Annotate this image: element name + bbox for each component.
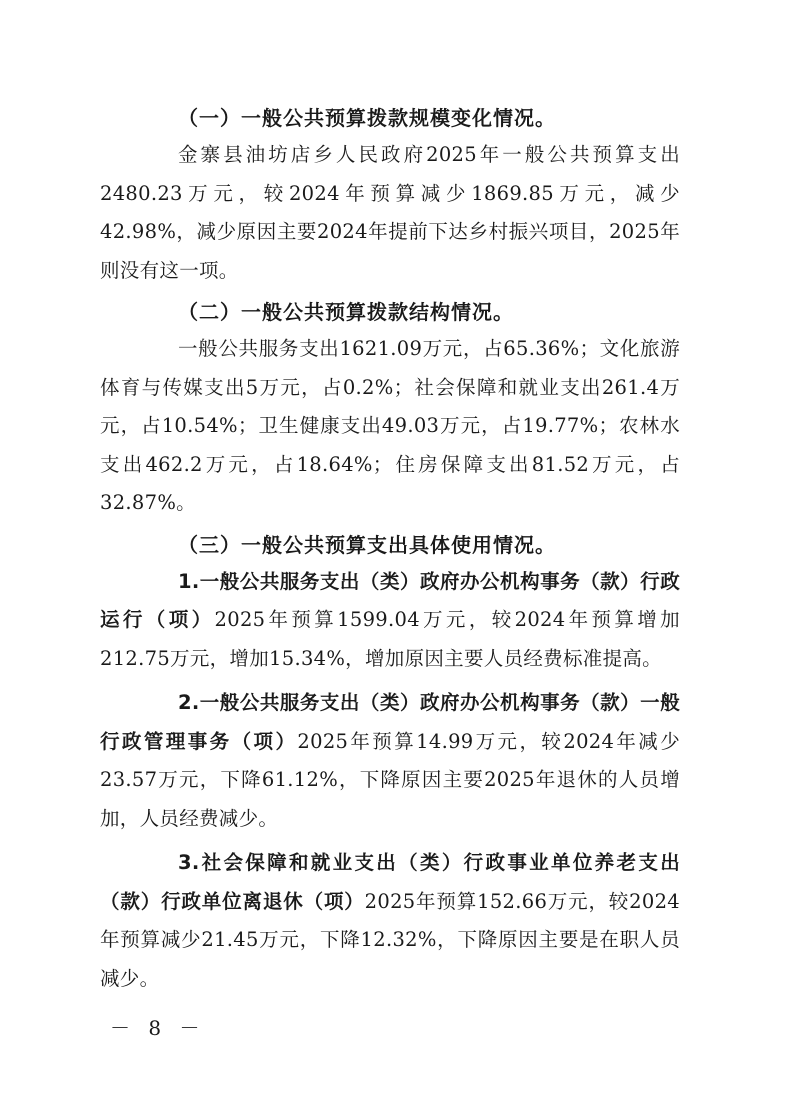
section-heading-2: （二）一般公共预算拨款结构情况。: [178, 300, 514, 324]
section-heading-1: （一）一般公共预算拨款规模变化情况。: [178, 106, 556, 130]
item-paragraph-3: [100, 844, 680, 998]
item-lead-1: 1.一般公共服务支出（类）政府办公机构事务（款）行政运行（项）: [100, 569, 680, 631]
item-lead-3: 3.社会保障和就业支出（类）行政事业单位养老支出（款）行政单位离退休（项）: [100, 851, 680, 913]
section-heading-3: （三）一般公共预算支出具体使用情况。: [178, 532, 556, 557]
item-paragraph-1: [100, 563, 680, 679]
item-text-1: 2025年预算1599.04万元，较2024年预算增加212.75万元，增加15.34%，增加原因主要人员经费标准提高。: [100, 608, 680, 670]
item-paragraph-2: [100, 684, 680, 838]
page-number: － 8 －: [110, 1016, 206, 1040]
section-paragraph-2: 一般公共服务支出1621.09万元，占65.36%；文化旅游体育与传媒支出5万元，占0.2%；社会保障和就业支出261.4万元，占10.54%；卫生健康支出49.03万元，占19.77%；农林水支出462.2万元，占18.64%；住房保障支出81.52万元，占32.87%。: [100, 337, 680, 514]
item-lead-2: 2.一般公共服务支出（类）政府办公机构事务（款）一般行政管理事务（项）: [100, 691, 680, 753]
section-paragraph-1: 金寨县油坊店乡人民政府2025年一般公共预算支出2480.23万元，较2024年预算减少1869.85万元，减少42.98%，减少原因主要2024年提前下达乡村振兴项目，2025年则没有这一项。: [100, 143, 680, 282]
item-text-3: 2025年预算152.66万元，较2024年预算减少21.45万元，下降12.32%，下降原因主要是在职人员减少。: [100, 889, 680, 990]
item-text-2: 2025年预算14.99万元，较2024年减少23.57万元，下降61.12%，下降原因主要2025年退休的人员增加，人员经费减少。: [100, 729, 680, 830]
page-content: [100, 100, 680, 998]
